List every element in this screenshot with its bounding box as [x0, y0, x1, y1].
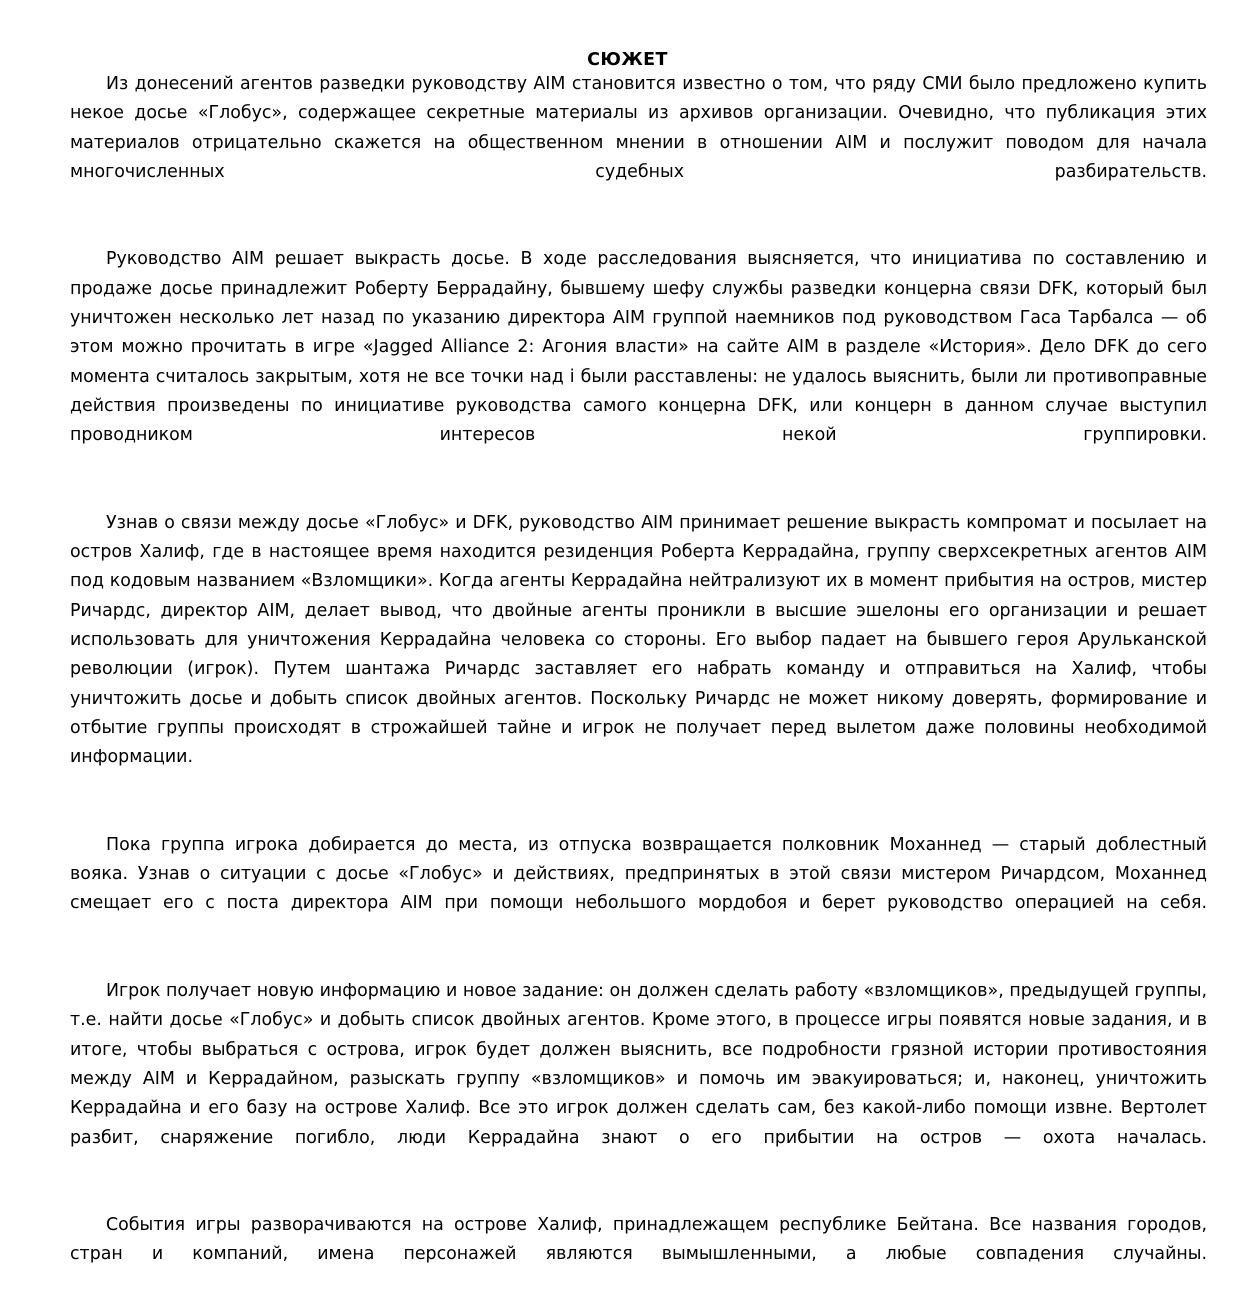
paragraph-4: Пока группа игрока добирается до места, из отпуска возвращается полковник Моханнед — старый доблестный вояка. Узнав о ситуации с досье «Глобус» и действиях, предпринятых в этой связи мистером Ричардсом, Моханнед смещает его с поста директора AIM при помощи небольшого мордобоя и берет руководство операцией на себя.: [70, 834, 1207, 914]
paragraph-3: Узнав о связи между досье «Глобус» и DFK, руководство AIM принимает решение выкрасть компромат и посылает на остров Халиф, где в настоящее время находится резиденция Роберта Керрадайна, группу сверхсекретных агентов AIM под кодовым названием «Взломщики». Когда агенты Керрадайна нейтрализуют их в момент прибытия на остров, мистер Ричардс, директор AIM, делает вывод, что двойные агенты проникли в высшие эшелоны его организации и решает использовать для уничтожения Керрадайна человека со стороны. Его выбор падает на бывшего героя Арульканской революции (игрок). Путем шантажа Ричардс заставляет его набрать команду и отправиться на Халиф, чтобы уничтожить досье и добыть список двойных агентов. Поскольку Ричардс не может никому доверять, формирование и отбытие группы происходят в строжайшей тайне и игрок не получает перед вылетом даже половины необходимой информации.: [70, 512, 1207, 768]
paragraph-5: Игрок получает новую информацию и новое задание: он должен сделать работу «взломщиков», предыдущей группы, т.е. найти досье «Глобус» и добыть список двойных агентов. Кроме этого, в процессе игры появятся новые задания, и в итоге, чтобы выбраться с острова, игрок будет должен выяснить, все подробности грязной истории противостояния между AIM и Керрадайном, разыскать группу «взломщиков» и помочь им эвакуироваться; и, наконец, уничтожить Керрадайна и его базу на острове Халиф. Все это игрок должен сделать сам, без какой-либо помощи извне. Вертолет разбит, снаряжение погибло, люди Керрадайна знают о его прибытии на остров — охота началась.: [70, 981, 1207, 1148]
document-body: [0, 70, 1255, 1299]
paragraph-2: Руководство AIM решает выкрасть досье. В ходе расследования выясняется, что инициатива по составлению и продаже досье принадлежит Роберту Беррадайну, бывшему шефу службы разведки концерна связи DFK, который был уничтожен несколько лет назад по указанию директора AIM группой наемников под руководством Гаса Тарбалса — об этом можно прочитать в игре «Jagged Alliance 2: Агония власти» на сайте AIM в разделе «История». Дело DFK до сего момента считалось закрытым, хотя не все точки над i были расставлены: не удалось выяснить, были ли противоправные действия произведены по инициативе руководства самого концерна DFK, или концерн в данном случае выступил проводником интересов некой группировки.: [70, 249, 1207, 446]
paragraph-1: Из донесений агентов разведки руководству AIM становится известно о том, что ряду СМИ было предложено купить некое досье «Глобус», содержащее секретные материалы из архивов организации. Очевидно, что публикация этих материалов отрицательно скажется на общественном мнении в отношении AIM и послужит поводом для начала многочисленных судебных разбирательств.: [70, 74, 1207, 182]
paragraph-6: События игры разворачиваются на острове Халиф, принадлежащем республике Бейтана. Все названия городов, стран и компаний, имена персонажей являются вымышленными, а любые совпадения случайны.: [70, 1215, 1207, 1265]
page-title: СЮЖЕТ: [587, 50, 668, 70]
